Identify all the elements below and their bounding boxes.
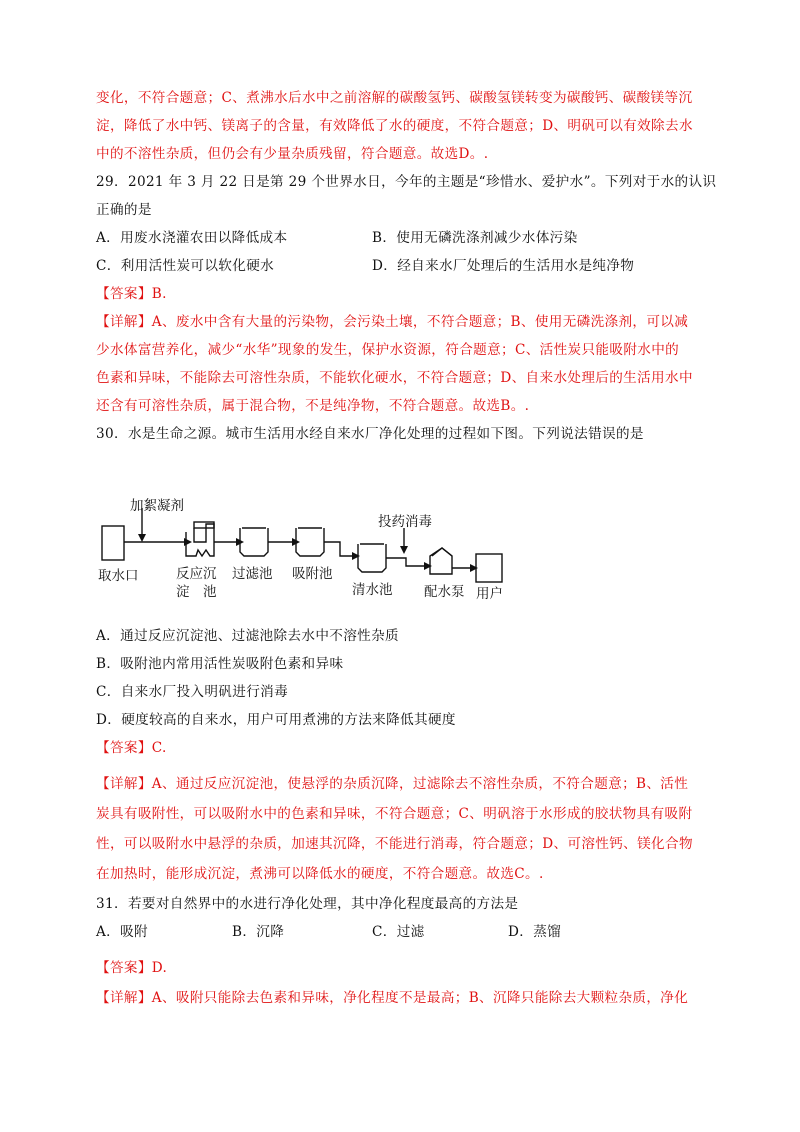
label-filter: 过滤池 <box>232 566 273 582</box>
q30-explanation-line-3: 性，可以吸附水中悬浮的杂质，加速其沉降，不能进行消毒，符合题意；D、可溶性钙、镁化合物 <box>96 836 693 852</box>
q29-option-d: D．经自来水厂处理后的生活用水是纯净物 <box>372 258 635 274</box>
q29-option-c: C．利用活性炭可以软化硬水 <box>96 258 275 274</box>
q31-option-d: D．蒸馏 <box>508 924 562 940</box>
water-treatment-flow-diagram <box>96 498 536 610</box>
q31-option-a: A．吸附 <box>96 924 148 940</box>
label-user: 用户 <box>476 586 503 602</box>
intake-box <box>102 526 124 560</box>
label-clear-water: 清水池 <box>352 582 393 598</box>
q29-option-b: B．使用无磷洗涤剂减少水体污染 <box>372 230 578 246</box>
prev-explanation-line-2: 淀，降低了水中钙、镁离子的含量，有效降低了水的硬度，不符合题意；D、明矾可以有效除去水 <box>96 118 693 134</box>
pump-icon <box>430 548 452 574</box>
q29-stem-line-1: 29．2021 年 3 月 22 日是第 29 个世界水日，今年的主题是“珍惜水、爱护水”。下列对于水的认识 <box>96 174 717 190</box>
q29-stem-line-2: 正确的是 <box>96 202 152 218</box>
q29-answer: 【答案】B. <box>96 286 167 302</box>
label-adsorb: 吸附池 <box>292 566 333 582</box>
flow-arrow-5 <box>386 558 426 566</box>
clear-water-tank <box>358 544 386 572</box>
q31-answer: 【答案】D. <box>96 960 168 976</box>
q29-explanation-line-2: 少水体富营养化，减少“水华”现象的发生，保护水资源，符合题意；C、活性炭只能吸附水中的 <box>96 342 680 358</box>
q29-explanation-line-4: 还含有可溶性杂质，属于混合物，不是纯净物，不符合题意。故选B。. <box>96 398 530 414</box>
prev-explanation-line-3: 中的不溶性杂质，但仍会有少量杂质残留，符合题意。故选D。. <box>96 146 489 162</box>
q30-stem: 30．水是生命之源。城市生活用水经自来水厂净化处理的过程如下图。下列说法错误的是 <box>96 426 644 442</box>
label-reaction-1: 反应沉 <box>176 566 217 582</box>
q31-option-b: B．沉降 <box>232 924 285 940</box>
label-pump: 配水泵 <box>424 584 465 600</box>
q30-explanation-line-2: 炭具有吸附性，可以吸附水中的色素和异味，不符合题意；C、明矾溶于水形成的胶状物具有吸附 <box>96 806 693 822</box>
label-reaction-2: 淀 池 <box>176 584 217 600</box>
q30-option-c: C．自来水厂投入明矾进行消毒 <box>96 684 289 700</box>
q30-option-a: A．通过反应沉淀池、过滤池除去水中不溶性杂质 <box>96 628 399 644</box>
q29-explanation-line-3: 色素和异味，不能除去可溶性杂质，不能软化硬水，不符合题意；D、自来水处理后的生活用水中 <box>96 370 693 386</box>
reaction-tank-top <box>194 522 214 528</box>
q30-explanation-line-1: 【详解】A、通过反应沉淀池，使悬浮的杂质沉降，过滤除去不溶性杂质，不符合题意；B、活性 <box>96 776 689 792</box>
q30-explanation-line-4: 在加热时，能形成沉淀，煮沸可以降低水的硬度，不符合题意。故选C。. <box>96 866 544 882</box>
q29-option-a: A．用废水浇灌农田以降低成本 <box>96 230 288 246</box>
label-disinfect: 投药消毒 <box>378 514 432 530</box>
filter-tank <box>240 528 268 556</box>
user-box <box>476 554 502 582</box>
q30-option-b: B．吸附池内常用活性炭吸附色素和异味 <box>96 656 344 672</box>
q31-option-c: C．过滤 <box>372 924 425 940</box>
q31-stem: 31．若要对自然界中的水进行净化处理，其中净化程度最高的方法是 <box>96 896 519 912</box>
q30-answer: 【答案】C. <box>96 740 167 756</box>
prev-explanation-line-1: 变化，不符合题意；C、煮沸水后水中之前溶解的碳酸氢钙、碳酸氢镁转变为碳酸钙、碳酸镁等沉 <box>96 90 693 106</box>
label-intake: 取水口 <box>98 568 139 584</box>
q31-explanation-line-1: 【详解】A、吸附只能除去色素和异味，净化程度不是最高；B、沉降只能除去大颗粒杂质，净化 <box>96 990 689 1006</box>
q29-explanation-line-1: 【详解】A、废水中含有大量的污染物，会污染土壤，不符合题意；B、使用无磷洗涤剂，可以减 <box>96 314 689 330</box>
q30-option-d: D．硬度较高的自来水，用户可用煮沸的方法来降低其硬度 <box>96 712 456 728</box>
flow-arrow-4 <box>324 542 354 556</box>
adsorption-tank <box>296 528 324 556</box>
reaction-tank <box>186 524 214 556</box>
label-add-coagulant: 加絮凝剂 <box>130 498 184 514</box>
